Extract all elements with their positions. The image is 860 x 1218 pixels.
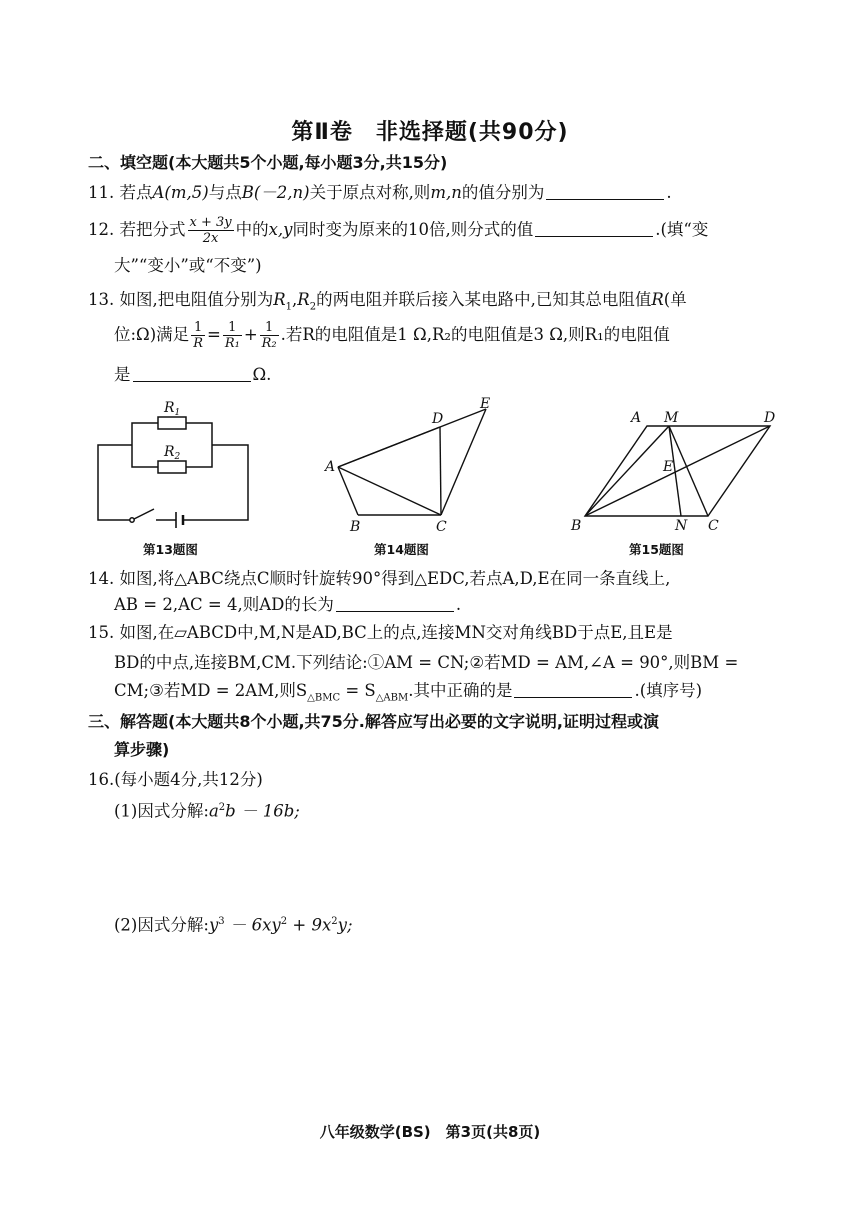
- point-b-label: B: [571, 518, 582, 534]
- point-c-label: C: [436, 519, 447, 535]
- r2-label: $R_2$: [164, 444, 181, 462]
- point-m-label: M: [664, 410, 679, 426]
- figure-14-triangles: [320, 395, 510, 535]
- question-14: 14. 如图,将△ABC绕点C顺时针旋转90°得到△EDC,若点A,D,E在同一条直线上,: [88, 569, 671, 588]
- point-b-label: B: [350, 519, 361, 535]
- figure-15-caption: 第15题图: [629, 542, 684, 557]
- question-13-line2: 位:Ω)满足 $\frac{1}{R}$ = $\frac{1}{\text{R₁}}$ + $\frac{1}{\text{R₂}}$ .若R的电阻值是1 Ω,R₂的电阻值是3 Ω,则R₁的电阻值: [114, 320, 670, 351]
- question-11: 11. 若点A(m,5)与点B(－2,n)关于原点对称,则m,n的值分别为 .: [88, 183, 672, 202]
- question-15: 15. 如图,在▱ABCD中,M,N是AD,BC上的点,连接MN交对角线BD于点E,且E是: [88, 623, 673, 642]
- page-footer: 八年级数学(BS) 第3页(共8页): [319, 1123, 541, 1141]
- part3-heading-line2: 算步骤): [114, 740, 170, 759]
- question-14-line2: AB = 2,AC = 4,则AD的长为 .: [114, 595, 462, 614]
- question-15-line3: CM;③若MD = 2AM,则$S_{\triangle BMC} = S_{\triangle ABM}$.其中正确的是 .(填序号): [114, 681, 703, 704]
- answer-blank-12[interactable]: [535, 220, 653, 237]
- r1-label: $R_1$: [164, 400, 181, 418]
- question-16-part1: (1)因式分解$:a^2b - 16b$;: [114, 801, 300, 821]
- part3-heading: 三、解答题(本大题共8个小题,共75分.解答应写出必要的文字说明,证明过程或演: [88, 712, 659, 731]
- question-13-line3: 是 Ω.: [114, 365, 272, 384]
- point-c-label: C: [708, 518, 719, 534]
- answer-blank-11[interactable]: [546, 183, 664, 200]
- point-d-label: D: [764, 410, 776, 426]
- figure-15-parallelogram: [565, 400, 795, 535]
- figure-13-circuit: [90, 395, 260, 535]
- point-a-label: A: [325, 459, 336, 475]
- figure-13-caption: 第13题图: [143, 542, 198, 557]
- point-a-label: A: [631, 410, 642, 426]
- switch-icon: [134, 509, 154, 519]
- question-16-header: 16.(每小题4分,共12分): [88, 770, 263, 789]
- point-d-label: D: [432, 411, 444, 427]
- part2-heading: 二、填空题(本大题共5个小题,每小题3分,共15分): [88, 153, 448, 172]
- question-13: 13. 如图,把电阻值分别为$R_1,R_2$的两电阻并联后接入某电路中,已知其总电阻值R(单: [88, 290, 687, 313]
- section-title: 第Ⅱ卷 非选择题(共90分): [291, 120, 569, 145]
- point-e-label: E: [663, 459, 674, 475]
- point-n-label: N: [675, 518, 688, 534]
- switch-terminal: [130, 518, 134, 522]
- answer-blank-13[interactable]: [133, 365, 251, 382]
- question-12: 12. 若把分式 $\frac{x + 3y}{2x}$ 中的x,y同时变为原来的10倍,则分式的值 .(填“变: [88, 215, 709, 246]
- question-16-part2: (2)因式分解$:y^3 - 6xy^2 + 9x^2y$;: [114, 915, 353, 935]
- answer-blank-15[interactable]: [514, 681, 632, 698]
- resistor-r1: [158, 417, 186, 429]
- question-15-line2: BD的中点,连接BM,CM.下列结论:①AM = CN;②若MD = AM,∠A = 90°,则BM =: [114, 653, 739, 672]
- point-e-label: E: [480, 396, 491, 412]
- question-12-line2: 大”“变小”或“不变”): [114, 256, 262, 275]
- figure-14-caption: 第14题图: [374, 542, 429, 557]
- fraction-12: $\frac{x + 3y}{2x}$: [189, 215, 232, 246]
- resistor-r2: [158, 461, 186, 473]
- answer-blank-14[interactable]: [336, 595, 454, 612]
